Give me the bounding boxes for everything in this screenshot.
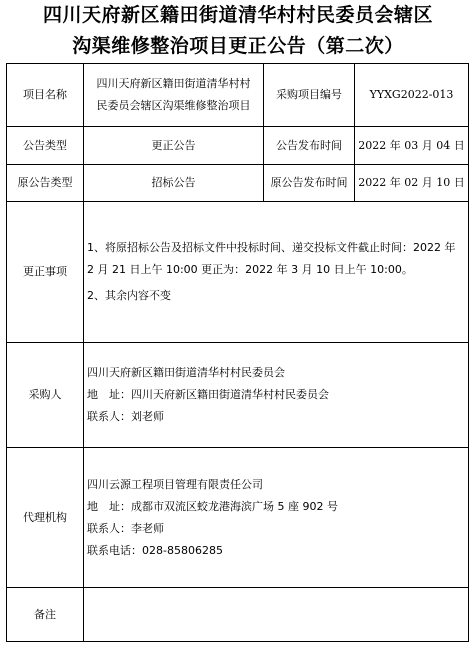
- agency-phone: 联系电话：028-85806285: [87, 543, 223, 557]
- remarks-value: [84, 588, 469, 642]
- project-name-label: 项目名称: [7, 64, 84, 127]
- correction-value: [84, 202, 469, 343]
- correction-label: 更正事项: [7, 202, 84, 343]
- purchaser-address: 地 址：四川天府新区籍田街道清华村村民委员会: [87, 388, 329, 401]
- project-name-line-2: 民委员会辖区沟渠维修整治项目: [96, 99, 251, 112]
- row-project-name: [7, 64, 469, 127]
- orig-publish-time-value: 2022 年 02 月 10 日: [355, 165, 469, 202]
- agency-contact: 联系人：李老师: [87, 521, 164, 535]
- notice-type-label: 公告类型: [7, 127, 84, 165]
- title-line-1: 四川天府新区籍田街道清华村村民委员会辖区: [42, 4, 433, 26]
- publish-time-value: 2022 年 03 月 04 日: [355, 127, 469, 165]
- agency-label: 代理机构: [7, 448, 84, 588]
- row-notice-type: [7, 127, 469, 165]
- row-purchaser: [7, 343, 469, 448]
- orig-publish-time-label: 原公告发布时间: [264, 165, 355, 202]
- row-agency: [7, 448, 469, 588]
- remarks-label: 备注: [7, 588, 84, 642]
- row-correction: [7, 202, 469, 343]
- announcement-title: [0, 0, 476, 62]
- correction-item-2: 2、其余内容不变: [87, 289, 171, 302]
- orig-notice-type-value: 招标公告: [84, 165, 264, 202]
- agency-name: 四川云源工程项目管理有限责任公司: [87, 477, 263, 491]
- purchaser-name: 四川天府新区籍田街道清华村村民委员会: [87, 366, 285, 379]
- project-name-line-1: 四川天府新区籍田街道清华村村: [96, 77, 251, 90]
- purchaser-label: 采购人: [7, 343, 84, 448]
- row-orig-notice-type: [7, 165, 469, 202]
- announcement-table: [6, 63, 469, 642]
- row-remarks: [7, 588, 469, 642]
- title-line-2: 沟渠维修整治项目更正公告（第二次）: [72, 35, 404, 57]
- correction-item-1: 1、将原招标公告及招标文件中投标时间、递交投标文件截止时间：2022 年 2 月 21 日上午 10:00 更正为：2022 年 3 月 10 日上午 10:00。: [87, 241, 456, 276]
- notice-type-value: 更正公告: [84, 127, 264, 165]
- purchaser-value: [84, 343, 469, 448]
- project-name-value: [84, 64, 264, 127]
- orig-notice-type-label: 原公告类型: [7, 165, 84, 202]
- agency-address: 地 址：成都市双流区蛟龙港海滨广场 5 座 902 号: [87, 499, 338, 513]
- publish-time-label: 公告发布时间: [264, 127, 355, 165]
- procurement-no-label: 采购项目编号: [264, 64, 355, 127]
- procurement-no-value: YYXG2022-013: [355, 64, 469, 127]
- purchaser-contact: 联系人：刘老师: [87, 410, 164, 423]
- agency-value: [84, 448, 469, 588]
